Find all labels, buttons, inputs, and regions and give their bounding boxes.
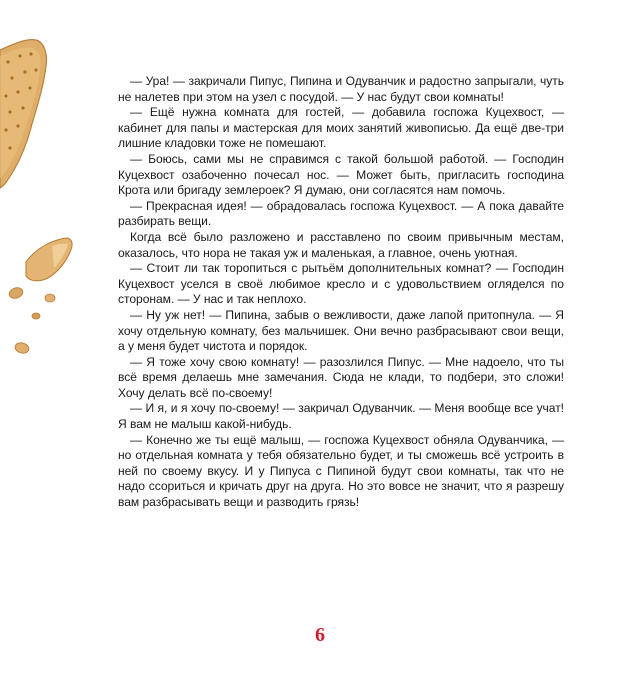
paragraph: Когда всё было разложено и расставлено по своим привычным местам, оказалось, что нора не такая уж и маленькая, а главное, очень уютная. — [118, 229, 564, 260]
paragraph: — Я тоже хочу свою комнату! — разозлился Пипус. — Мне надоело, что ты всё время делаешь мне замечания. Сюда не клади, то подбери, это сложи! Хочу делать всё по-своему! — [118, 354, 564, 400]
paragraph: — Конечно же ты ещё малыш, — госпожа Куцехвост обняла Одуванчика, — но отдельная комната у тебя обязательно будет, и ты сможешь всё устроить в ней по своему вкусу. И у Пипуса с Пипиной будут свои комнаты, так что не надо ссориться и кричать друг на друга. Но это вовсе не значит, что я разрешу вам разбрасывать вещи и разводить грязь! — [118, 432, 564, 510]
biscuit-crumbs-illustration — [0, 0, 110, 380]
crumbs — [8, 286, 55, 355]
paragraph: — Ещё нужна комната для гостей, — добавила госпожа Куцехвост, — кабинет для папы и мастерская для моих занятий живописью. Да ещё две-три лишние кладовки тоже не помешают. — [118, 105, 564, 151]
story-text — [118, 74, 564, 511]
page-number: 6 — [315, 624, 325, 646]
paragraph: — Ура! — закричали Пипус, Пипина и Одуванчик и радостно запрыгали, чуть не налетев при этом на узел с посудой. — У нас будут свои комнаты! — [118, 74, 564, 104]
paragraph: — Прекрасная идея! — обрадовалась госпожа Куцехвост. — А пока давайте разбирать вещи. — [118, 198, 564, 229]
paragraph: — Стоит ли так торопиться с рытьём дополнительных комнат? — Господин Куцехвост уселся в своё любимое кресло и с удовольствием огляделся по сторонам. — У нас и так неплохо. — [118, 261, 564, 307]
paragraph: — И я, и я хочу по-своему! — закричал Одуванчик. — Меня вообще все учат! Я вам не малыш какой-нибудь. — [118, 401, 564, 432]
paragraph: — Боюсь, сами мы не справимся с такой большой работой. — Господин Куцехвост озабоченно почесал нос. — Может быть, пригласить господина Крота или бригаду землероек? Я думаю, они согласятся нам помочь. — [118, 151, 564, 198]
paragraph: — Ну уж нет! — Пипина, забыв о вежливости, даже лапой притопнула. — Я хочу отдельную комнату, без мальчишек. Они вечно разбрасывают свои вещи, а у меня будет чистота и порядок. — [118, 307, 564, 354]
